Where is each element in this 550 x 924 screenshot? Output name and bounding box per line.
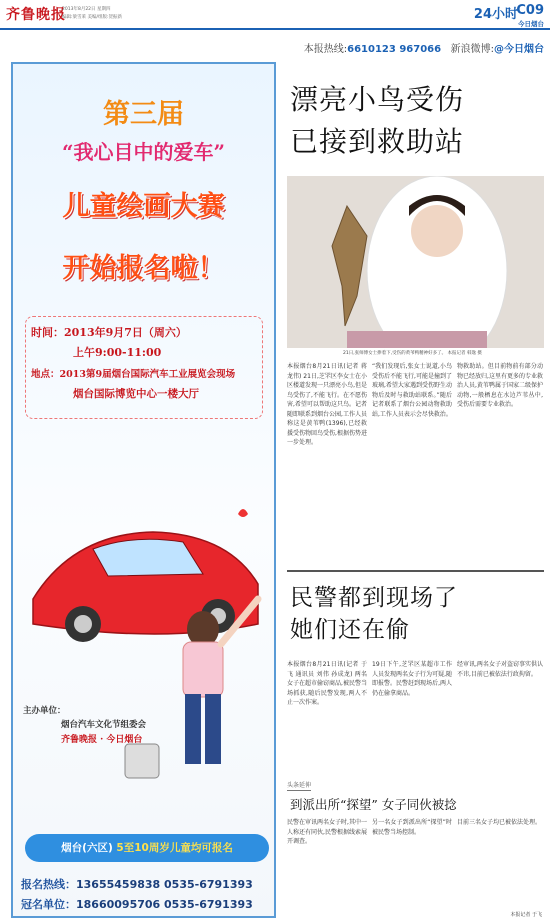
- article1-col3: 物救助站。但目前物前有部分动物已经放归,这里有更多的专业救治人员,黄苇鸭属于国家二级保护动物,一般栖息在水边芦苇丛中,受伤后需要专业救治。: [457, 363, 543, 408]
- ad-title-contest: 儿童绘画大赛: [62, 191, 225, 222]
- hotline-value: 6610123 967066: [347, 44, 442, 55]
- article1-headline-line1: 漂亮小鸟受伤: [290, 83, 465, 116]
- girl-leg-icon-2: [205, 694, 221, 764]
- ad-host-value: 烟台汽车文化节组委会: [61, 720, 147, 730]
- article1-col1: 本报烟台8月21日讯(记者 蒋龙伟) 21日,芝罘区李女士在小区楼道发现一只漂亮小鸟,但是鸟受伤了,不能飞行。在不愿伤害,希望可以帮助这只鸟。记者随即联系到烟台公园,工作人员称这是黄苇鸭(1396),已经救援受伤物回鸟受伤,根据伤势进一步处理。: [287, 363, 367, 446]
- bird-photo-icon: [287, 176, 544, 348]
- ad-time: [31, 324, 187, 340]
- section-name: 24小时: [473, 7, 518, 22]
- article3-byline: 本报记者 于飞: [510, 912, 542, 918]
- eligibility-banner: [25, 834, 269, 862]
- paint-bucket-icon: [125, 744, 159, 778]
- article2-col3: 经审讯,两名女子对盗窃事实供认不讳,目前已被依法行政拘留。: [457, 661, 543, 678]
- article3-col3: 目前三名女子均已被依法处理。: [457, 819, 542, 826]
- ad-title-signup: 开始报名啦！: [62, 253, 225, 284]
- page-header: [0, 0, 550, 28]
- reg-value: 13655459838 0535-6791393: [76, 878, 253, 891]
- banner-highlight: 5至10周岁儿童均可报名: [116, 842, 233, 854]
- ad-place-value: 2013第9届烟台国际汽车工业展览会现场: [59, 369, 236, 380]
- article1-col2: “我们发现后,张女士说道,小鸟受伤后不能飞行,可能是撞到了玻璃,希望大家遇到受伤野生动物后及时与救助站联系。”随后记者联系了烟台公园动物救助站,工作人员表示会尽快救治。: [372, 363, 452, 418]
- article2-headline-line1: 民警都到现场了: [290, 585, 458, 611]
- header-rule: [0, 28, 550, 30]
- ad-illustration: [13, 504, 275, 794]
- registration-hotline: [21, 876, 253, 892]
- weibo-label: 新浪微博:: [450, 44, 494, 55]
- ad-title-edition: 第三届: [103, 99, 184, 130]
- article2-headline-line2: 她们还在偷: [290, 617, 410, 643]
- article3-headline: 到派出所“探望” 女子同伙被捻: [290, 797, 457, 812]
- girl-shirt-icon: [183, 642, 223, 697]
- ad-place: [31, 366, 235, 380]
- ad-place-hall: 烟台国际博览中心一楼大厅: [73, 388, 199, 400]
- photo-caption: 21日,张师傅女士捧着下,受伤的黄苇鸭精神好多了。 本报记者 韩逸 摄: [343, 351, 482, 356]
- drawing-contest-ad: [11, 62, 276, 918]
- article1-headline-line2: 已接到救助站: [290, 125, 465, 158]
- girl-leg-icon: [185, 694, 201, 764]
- ad-time-value: 2013年9月7日（周六）: [64, 326, 187, 339]
- section-subtitle: 今日烟台: [518, 20, 544, 28]
- weibo-value: @今日烟台: [494, 44, 544, 55]
- article2-col1: 本报烟台8月21日讯(记者 于飞 通讯员 刘伟 孙成龙) 两名女子在超市偷窃商品,被民警当场抓获,随后民警发现,两人不止一次作案。: [287, 661, 367, 706]
- ad-host-label: 主办单位：: [23, 706, 66, 716]
- page-code: C09: [516, 3, 544, 18]
- sponsor-label: 冠名单位：: [21, 898, 76, 911]
- ad-title-theme: “我心目中的爱车”: [61, 140, 225, 164]
- bird-rescue-photo: [287, 176, 544, 348]
- article3-col1: 民警在审讯两名女子时,其中一人称还有同伙,民警根据线索展开调查。: [287, 819, 367, 845]
- banner-prefix: 烟台(六区): [61, 842, 113, 854]
- editor-line: 编辑:梁雪莱 美编/组版:贺振新: [62, 15, 122, 20]
- contact-line: [304, 40, 544, 55]
- article2-col2: 19日下午,芝罘区某超市工作人员发现两名女子行为可疑,随即报警。民警赶到现场后,两人仍在偷拿商品。: [372, 661, 452, 697]
- divider-1: [287, 570, 544, 572]
- ad-time-label: 时间：: [31, 326, 64, 339]
- sketch-heart-icon: [238, 509, 248, 517]
- sponsor-value: 18660095706 0535-6791393: [76, 898, 253, 911]
- issue-date: 2013年8月22日 星期四: [62, 7, 111, 12]
- reg-label: 报名热线：: [21, 878, 76, 891]
- ad-place-label: 地点：: [31, 369, 60, 380]
- article3-kicker: 头条延伸: [287, 782, 312, 789]
- sponsor-line: [21, 896, 253, 912]
- newspaper-logo: 齐鲁晚报: [6, 7, 66, 23]
- article3-col2: 另一名女子到派出所“探望”时被民警当场控制。: [372, 819, 452, 836]
- hotline-label: 本报热线:: [303, 44, 348, 55]
- ad-time-hours: 上午9:00-11:00: [73, 346, 162, 359]
- ad-host-logo: 齐鲁晚报 · 今日烟台: [61, 735, 143, 745]
